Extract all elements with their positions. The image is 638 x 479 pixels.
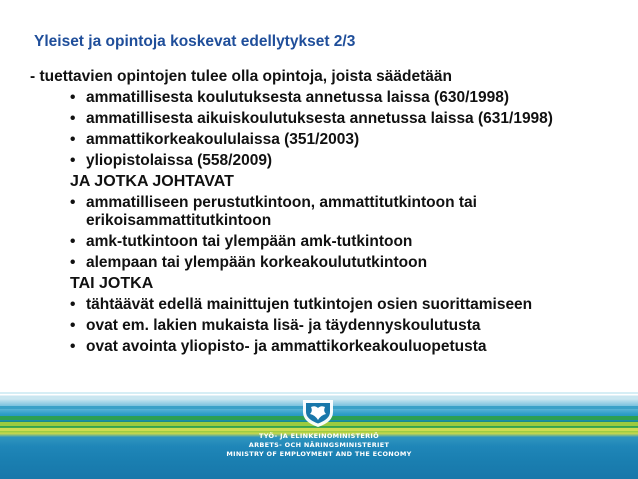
ministry-name-english: MINISTRY OF EMPLOYMENT AND THE ECONOMY <box>226 450 412 458</box>
intro-line: - tuettavien opintojen tulee olla opintoja, joista säädetään <box>30 68 453 85</box>
list-item <box>70 89 630 107</box>
list-item-text: ammattikorkeakoululaissa (351/2003) <box>86 131 360 148</box>
bullet-icon: • <box>70 131 76 148</box>
section-heading-tai-jotka: TAI JOTKA <box>70 275 154 292</box>
bullet-icon: • <box>70 233 76 250</box>
finnish-coat-of-arms-logo <box>300 398 336 428</box>
ministry-name-finnish: TYÖ- JA ELINKEINOMINISTERIÖ <box>259 432 379 440</box>
list-item-text: ammatilliseen perustutkintoon, ammattitutkintoon tai erikoisammattitutkintoon <box>86 194 477 229</box>
list-item <box>70 152 630 170</box>
footer-stripe <box>0 392 638 394</box>
bullet-icon: • <box>70 110 76 127</box>
bullet-icon: • <box>70 152 76 169</box>
list-item <box>70 194 630 230</box>
list-item-text: yliopistolaissa (558/2009) <box>86 152 273 169</box>
list-item <box>70 233 630 251</box>
list-item-text: alempaan tai ylempään korkeakoulututkintoon <box>86 254 428 271</box>
list-item <box>70 110 630 128</box>
list-item-text: tähtäävät edellä mainittujen tutkintojen osien suorittamiseen <box>86 296 533 313</box>
slide-title: Yleiset ja opintoja koskevat edellytykset 2/3 <box>34 33 356 50</box>
bullet-icon: • <box>70 254 76 271</box>
list-item-text: ammatillisesta aikuiskoulutuksesta annetussa laissa (631/1998) <box>86 110 553 127</box>
list-item <box>70 131 630 149</box>
list-item-text: amk-tutkintoon tai ylempään amk-tutkintoon <box>86 233 413 250</box>
list-item <box>70 296 630 314</box>
section-heading-ja-jotka-johtavat: JA JOTKA JOHTAVAT <box>70 173 234 190</box>
bullet-icon: • <box>70 89 76 106</box>
slide-content <box>30 68 630 359</box>
list-item-text: ovat avointa yliopisto- ja ammattikorkeakouluopetusta <box>86 338 487 355</box>
bullet-icon: • <box>70 317 76 334</box>
footer-stripe <box>0 428 638 431</box>
list-item-text: ovat em. lakien mukaista lisä- ja täydennyskoulutusta <box>86 317 481 334</box>
ministry-name-swedish: ARBETS- OCH NÄRINGSMINISTERIET <box>248 441 390 449</box>
list-item-text: ammatillisesta koulutuksesta annetussa laissa (630/1998) <box>86 89 510 106</box>
bullet-icon: • <box>70 296 76 313</box>
bullet-icon: • <box>70 194 76 211</box>
list-item <box>70 254 630 272</box>
list-item <box>70 317 630 335</box>
list-item <box>70 338 630 356</box>
bullet-icon: • <box>70 338 76 355</box>
